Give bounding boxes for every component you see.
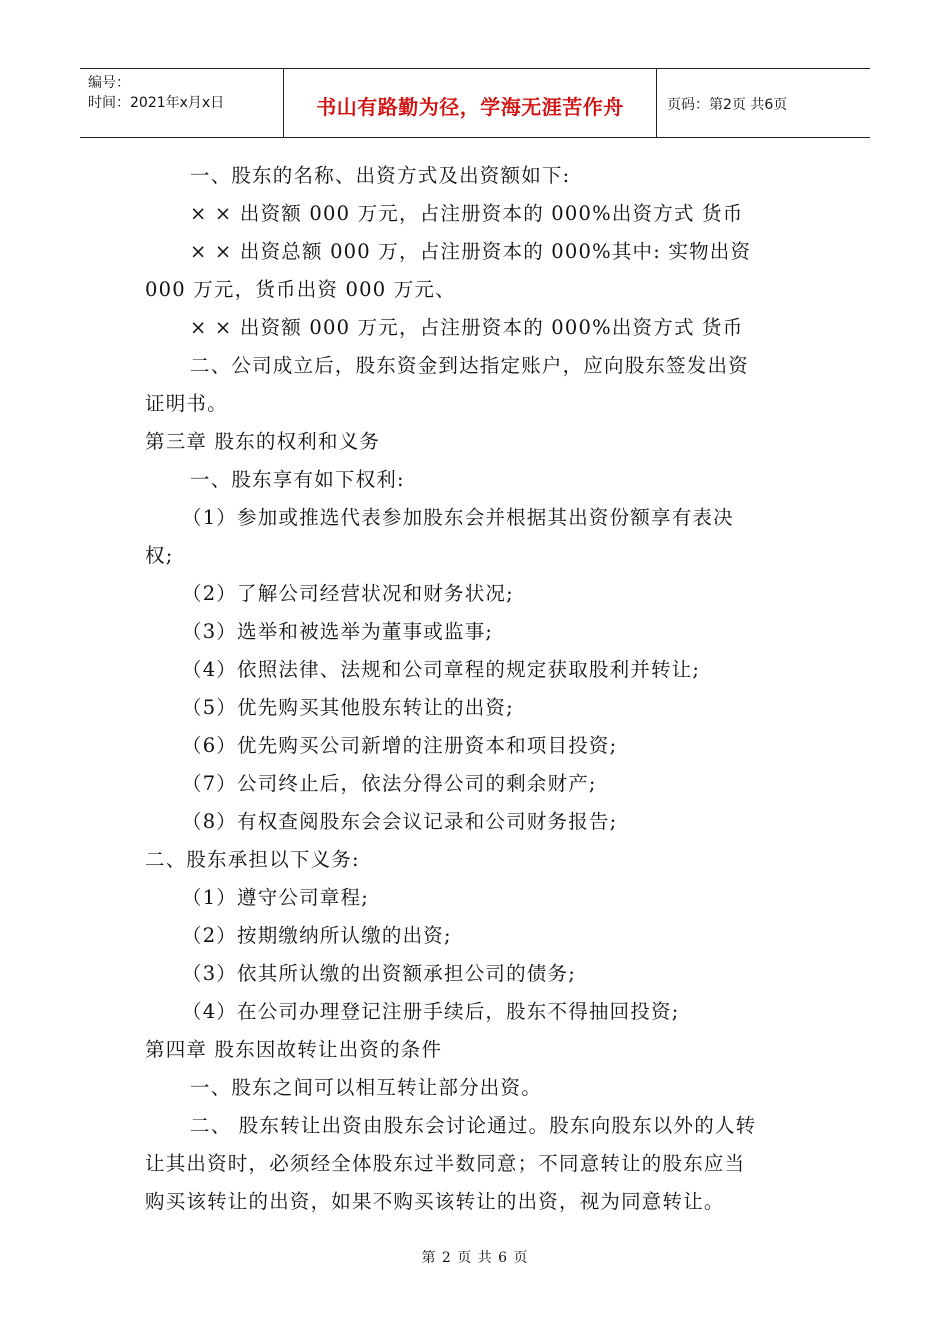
- text-line: × × 出资额 000 万元，占注册资本的 000%出资方式 货币: [190, 316, 744, 339]
- text-line: 证明书。: [145, 392, 228, 415]
- text-line: 二、公司成立后，股东资金到达指定账户，应向股东签发出资: [190, 354, 749, 377]
- text-line: （2）了解公司经营状况和财务状况;: [182, 582, 514, 605]
- text-line: 让其出资时，必须经全体股东过半数同意；不同意转让的股东应当: [145, 1152, 746, 1175]
- text-line: （3）选举和被选举为董事或监事;: [182, 620, 494, 643]
- text-line: （4）在公司办理登记注册手续后，股东不得抽回投资;: [182, 1000, 680, 1023]
- text-line: × × 出资总额 000 万，占注册资本的 000%其中: 实物出资: [190, 240, 752, 263]
- header-page-cell: [657, 69, 870, 137]
- page-footer: 第 2 页 共 6 页: [421, 1250, 529, 1266]
- text-line: （4）依照法律、法规和公司章程的规定获取股利并转让;: [182, 658, 701, 681]
- chapter-heading: 第四章 股东因故转让出资的条件: [145, 1038, 443, 1061]
- text-line: （7）公司终止后，依法分得公司的剩余财产;: [182, 772, 597, 795]
- document-number-label: 编号：: [88, 75, 130, 91]
- text-line: × × 出资额 000 万元，占注册资本的 000%出资方式 货币: [190, 202, 744, 225]
- header-page-number: 页码：第2页 共6页: [667, 97, 788, 113]
- text-line: 二、 股东转让出资由股东会讨论通过。股东向股东以外的人转: [190, 1114, 757, 1137]
- text-line: （6）优先购买公司新增的注册资本和项目投资;: [182, 734, 618, 757]
- text-line: 一、股东之间可以相互转让部分出资。: [190, 1076, 542, 1099]
- text-line: （1）遵守公司章程;: [182, 886, 369, 909]
- text-line: 二、股东承担以下义务:: [145, 848, 360, 871]
- text-line: 000 万元，货币出资 000 万元、: [145, 278, 456, 301]
- text-line: （8）有权查阅股东会会议记录和公司财务报告;: [182, 810, 618, 833]
- text-line: 一、股东享有如下权利:: [190, 468, 405, 491]
- text-line: 一、股东的名称、出资方式及出资额如下:: [190, 164, 571, 187]
- header-meta: [80, 69, 284, 137]
- text-line: 权;: [145, 544, 174, 567]
- document-time-label: 时间：2021年x月x日: [88, 95, 225, 111]
- text-line: 购买该转让的出资，如果不购买该转让的出资，视为同意转让。: [145, 1190, 725, 1213]
- text-line: （2）按期缴纳所认缴的出资;: [182, 924, 452, 947]
- text-line: （5）优先购买其他股东转让的出资;: [182, 696, 514, 719]
- text-line: （1）参加或推选代表参加股东会并根据其出资份额享有表决: [182, 506, 734, 529]
- chapter-heading: 第三章 股东的权利和义务: [145, 430, 381, 453]
- page-header: [80, 68, 870, 138]
- header-motto: 书山有路勤为径，学海无涯苦作舟: [316, 95, 624, 119]
- text-line: （3）依其所认缴的出资额承担公司的债务;: [182, 962, 576, 985]
- header-motto-cell: [284, 69, 657, 137]
